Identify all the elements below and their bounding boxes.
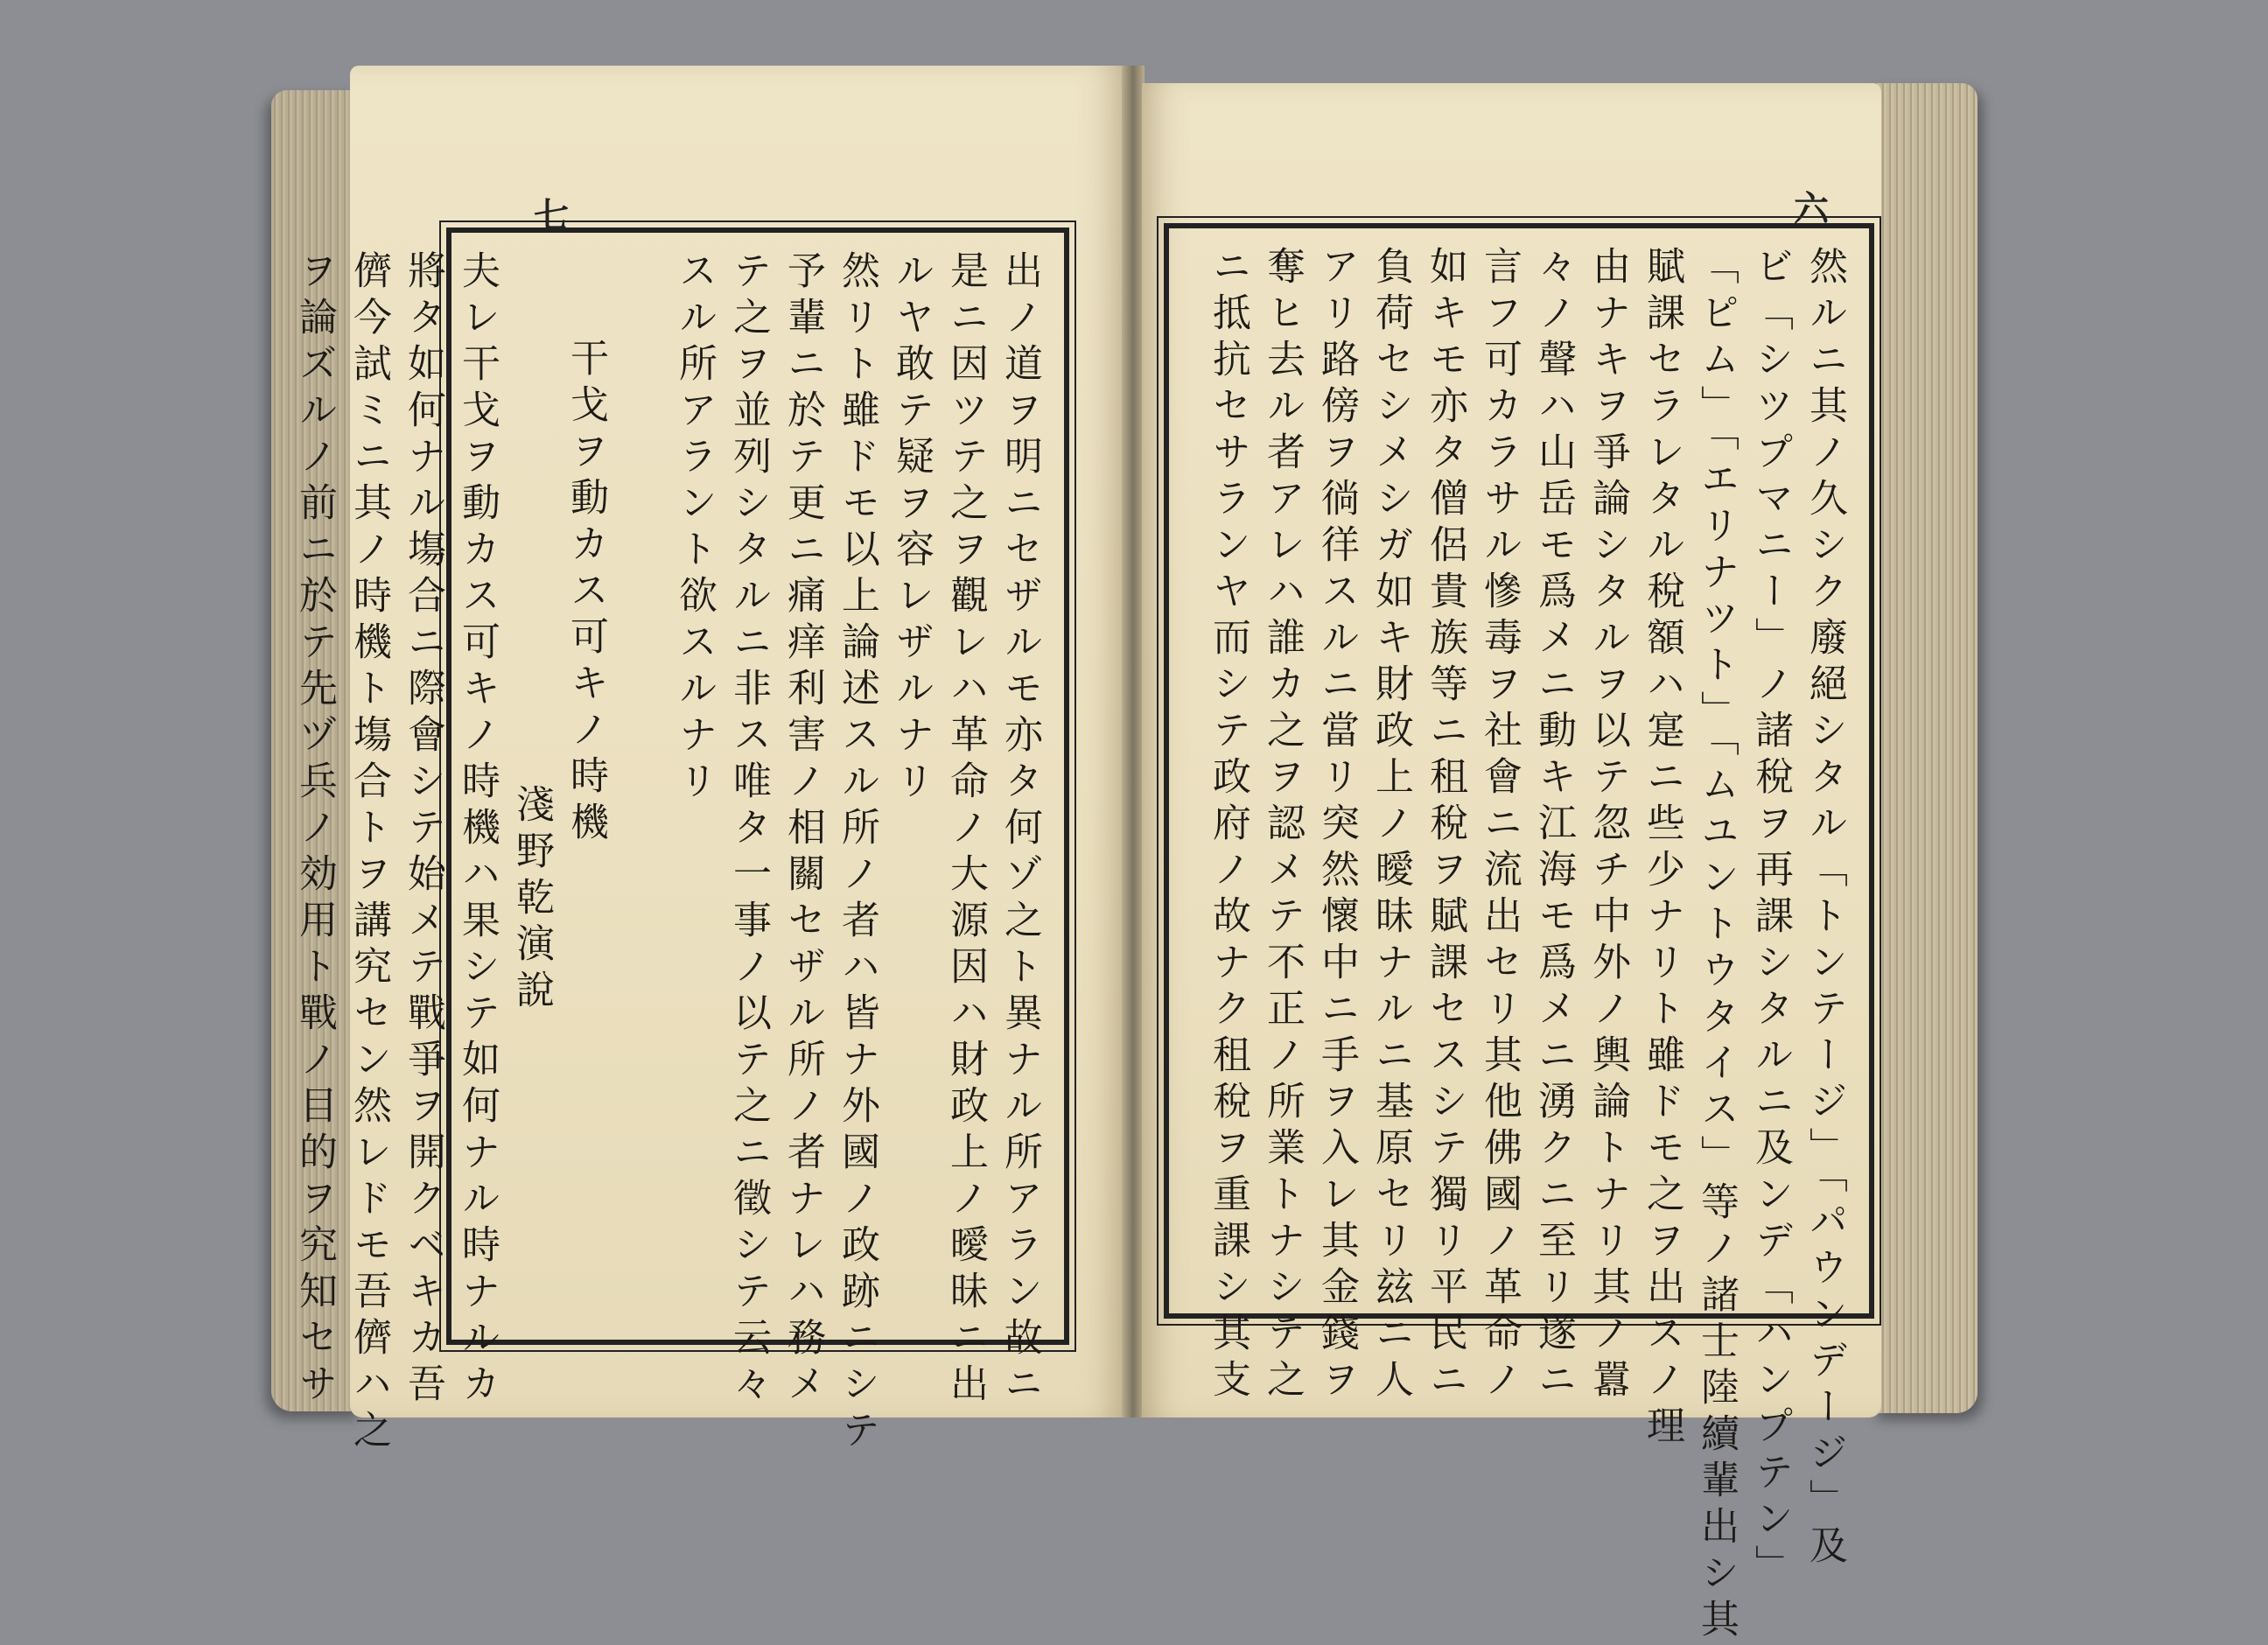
text-column: 是ニ因ツテ之ヲ觀レハ革命ノ大源因ハ財政上ノ曖昧ニ出 [943,250,988,1410]
text-column: ニ抵抗セサランヤ而シテ政府ノ故ナク租稅ヲ重課シ其支 [1206,246,1250,1405]
author-line: 淺野乾演說 [509,784,554,1016]
text-column: 如キモ亦タ僧侶貴族等ニ租稅ヲ賦課セスシテ獨リ平民ニ [1423,246,1467,1405]
text-column: テ之ヲ並列シタルニ非ス唯タ一事ノ以テ之ニ徵シテ云々 [726,250,771,1410]
left-page [292,66,1124,1456]
text-column: 出ノ道ヲ明ニセザルモ亦タ何ゾ之ト異ナル所アラン故ニ [998,250,1042,1410]
text-column: 然リト雖ドモ以上論述スル所ノ者ハ皆ナ外國ノ政跡ニシテ [835,250,879,1456]
text-column: 奪ヒ去ル者アレハ誰カ之ヲ認メテ不正ノ所業トナシテ之 [1260,246,1305,1405]
section-heading: 干戈ヲ動カス可キノ時機 [564,338,608,848]
text-column: 負荷セシメシガ如キ財政上ノ曖昧ナルニ基原セリ玆ニ人 [1368,246,1413,1405]
right-text-block [1200,246,1852,1645]
open-book [271,66,1978,1645]
right-text-frame [1164,223,1874,1645]
text-column: ルヤ敢テ疑ヲ容レザルナリ [889,250,934,807]
text-column: 「ピム」「エリナツト」「ムユントウタイス」等ノ諸士陸續輩出シ其 [1694,246,1739,1645]
right-page-edges [1872,83,1978,1413]
left-text-block [287,250,1046,1456]
text-column: 由ナキヲ爭論シタルヲ以テ忽チ中外ノ輿論トナリ其ノ囂 [1586,246,1630,1405]
text-column: 儕今試ミニ其ノ時機ト塲合トヲ講究セン然レドモ吾儕ハ之 [346,250,391,1456]
text-column: 予輩ニ於テ更ニ痛痒利害ノ相關セザル所ノ者ナレハ務メ [780,250,825,1410]
text-column: 言フ可カラサル慘毒ヲ社會ニ流出セリ其他佛國ノ革命ノ [1477,246,1522,1405]
text-column: 然ルニ其ノ久シク廢絕シタル「トンテージ」「パウンデージ」及 [1802,246,1847,1572]
text-column: アリ路傍ヲ徜徉スルニ當リ突然懷中ニ手ヲ入レ其金錢ヲ [1314,246,1359,1405]
left-page-number: 七 [534,195,569,236]
left-text-frame [292,228,1069,1456]
text-column: 賦課セラレタル稅額ハ寔ニ些少ナリト雖ドモ之ヲ出スノ理 [1640,246,1684,1452]
right-page-number: 六 [1794,188,1829,229]
text-column: スル所アラント欲スルナリ [672,250,717,807]
blank-column [612,250,667,1322]
right-page [1142,83,1881,1645]
text-column: 々ノ聲ハ山岳モ爲メニ動キ江海モ爲メニ湧クニ至リ遂ニ [1531,246,1576,1405]
text-column: 將タ如何ナル塲合ニ際會シテ始メテ戰爭ヲ開クベキカ吾 [401,250,445,1410]
text-column: ビ「シツプマニー」ノ諸稅ヲ再課シタルニ及ンデ「ハンプテン」 [1748,246,1793,1591]
text-column: 夫レ干戈ヲ動カス可キノ時機ハ果シテ如何ナル時ナルカ [455,250,500,1410]
text-column: ヲ論ズルノ前ニ於テ先ヅ兵ノ効用ト戰ノ目的ヲ究知セサ [292,250,337,1410]
